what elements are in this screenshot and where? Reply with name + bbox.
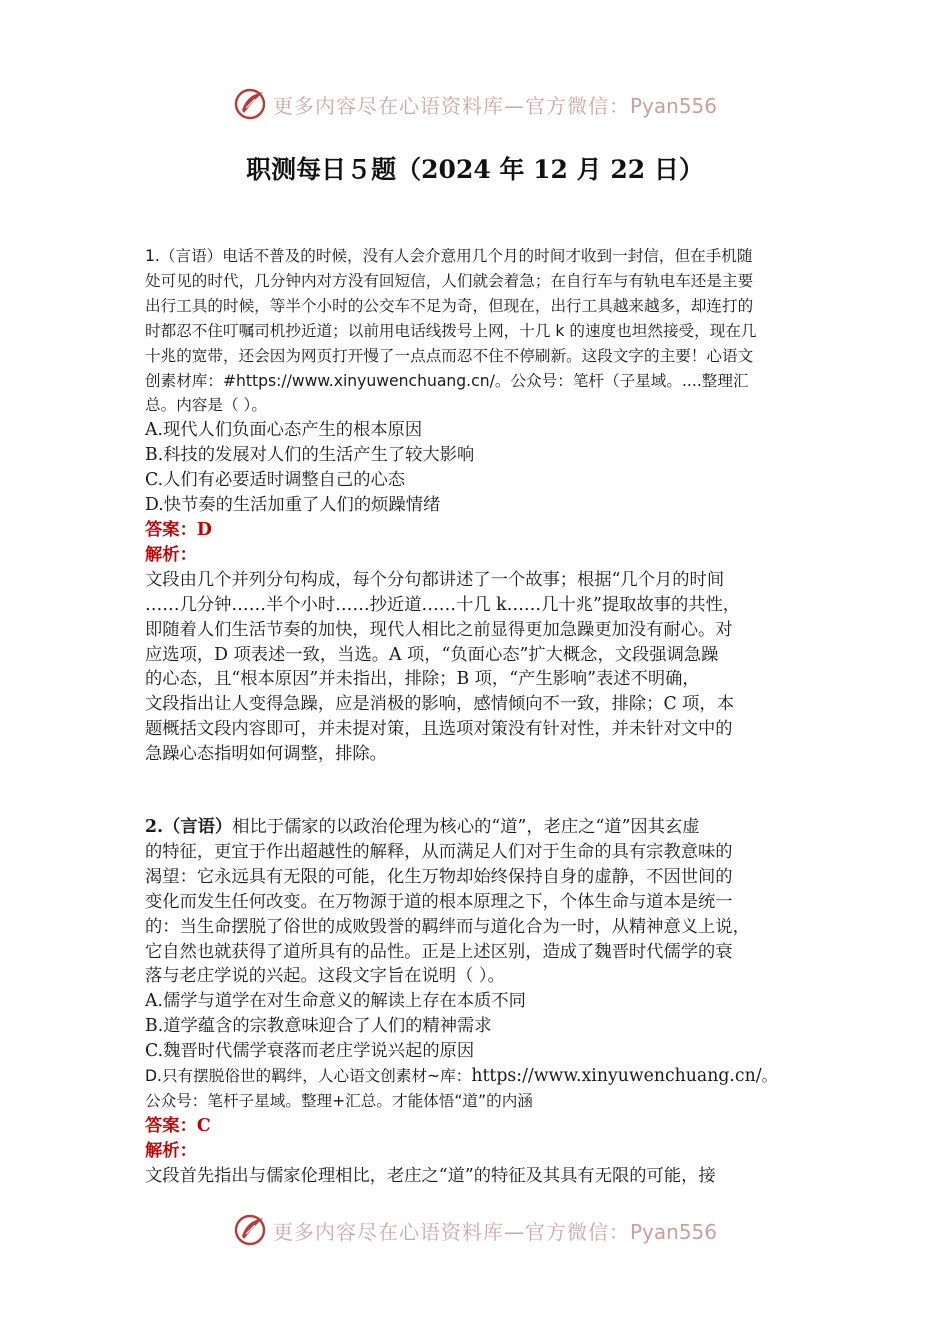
- stem-line: 变化而发生任何改变。在万物源于道的根本原理之下，个体生命与道本是统一: [145, 891, 733, 912]
- page-title: 职测每日５题（2024 年 12 月 22 日）: [246, 155, 704, 184]
- logo-icon: [233, 86, 269, 122]
- stem-line: 落与老庄学说的兴起。这段文字旨在说明（ ）。: [145, 966, 505, 987]
- banner-text: 更多内容尽在心语资料库—官方微信：Pyan556: [272, 93, 717, 118]
- stem-line: 1.（言语）电话不普及的时候，没有人会介意用几个月的时间才收到一封信，但在手机随: [145, 247, 753, 265]
- analysis-line: 的心态，且“根本原因”并未指出，排除；B 项，“产生影响”表述不明确，: [145, 669, 700, 690]
- logo-icon: [233, 1212, 269, 1248]
- stem-line: 十兆的宽带，还会因为网页打开慢了一点点而忍不住不停刷新。这段文字的主要！心语文: [145, 346, 754, 365]
- analysis-line: 即随着人们生活节奏的加快，现代人相比之前显得更加急躁更加没有耐心。对: [145, 619, 733, 640]
- option-a: A.儒学与道学在对生命意义的解读上存在本质不同: [145, 991, 526, 1012]
- analysis-line: 题概括文段内容即可，并未提对策，且选项对策没有针对性，并未针对文中的: [145, 719, 733, 740]
- question-number: 2.（言语）: [145, 817, 233, 837]
- option-d-prefix: D.只有摆脱俗世的羁绊，人心语文创素材~库：: [145, 1067, 472, 1086]
- option-b: B.道学蕴含的宗教意味迎合了人们的精神需求: [145, 1016, 492, 1037]
- stem-line: 出行工具的时候，等半个小时的公交车不足为奇，但现在，出行工具越来越多，却连打的: [145, 296, 754, 315]
- analysis-line: 文段首先指出与儒家伦理相比，老庄之“道”的特征及其具有无限的可能，接: [145, 1165, 716, 1186]
- option-d-line2: 公众号：笔杆子星域。整理+汇总。才能体悟“道”的内涵: [145, 1091, 533, 1110]
- banner-handle: Pyan556: [629, 1219, 717, 1244]
- option-d-suffix: 。: [761, 1067, 778, 1086]
- option-a: A.现代人们负面心态产生的根本原因: [145, 420, 423, 441]
- question-2: [145, 815, 811, 1189]
- option-c: C.魏晋时代儒学衰落而老庄学说兴起的原因: [145, 1041, 475, 1062]
- stem-line: 的：当生命摆脱了俗世的成败毁誉的羁绊而与道化合为一时，从精神意义上说，: [145, 916, 750, 937]
- header-banner: [0, 84, 950, 124]
- analysis-line: 文段指出让人变得急躁，应是消极的影响，感情倾向不一致，排除；C 项，本: [145, 694, 734, 715]
- option-d-url: https://www.xinyuwenchuang.cn/: [471, 1066, 762, 1087]
- banner-handle: Pyan556: [629, 93, 717, 118]
- analysis-line: 文段由几个并列分句构成，每个分句都讲述了一个故事；根据“几个月的时间: [145, 569, 725, 590]
- question-1: [145, 244, 811, 767]
- stem-line: 总。内容是（ ）。: [145, 396, 267, 415]
- stem-line: 处可见的时代，几分钟内对方没有回短信，人们就会着急；在自行车与有轨电车还是主要: [145, 271, 754, 290]
- question-2-stem-first: [145, 815, 811, 840]
- stem-line: 创素材库：#https://www.xinyuwenchuang.cn/。公众号：笔杆（子星域。....整理汇: [145, 371, 749, 390]
- banner-text: 更多内容尽在心语资料库—官方微信：Pyan556: [272, 1219, 717, 1244]
- option-b: B.科技的发展对人们的生活产生了较大影响: [145, 445, 475, 466]
- footer-banner: [0, 1210, 950, 1250]
- stem-line: 时都忍不住叮嘱司机抄近道；以前用电话线拨号上网，十几 k 的速度也坦然接受，现在几: [145, 321, 757, 340]
- analysis-line: 应选项，D 项表述一致，当选。A 项，“负面心态”扩大概念，文段强调急躁: [145, 644, 719, 665]
- answer: 答案：D: [145, 519, 212, 540]
- answer: 答案：C: [145, 1115, 211, 1136]
- stem-line: 它自然也就获得了道所具有的品性。正是上述区别，造成了魏晋时代儒学的衰: [145, 941, 733, 962]
- stem-line: 渴望：它永远具有无限的可能，化生万物却始终保持自身的虚静，不因世间的: [145, 866, 733, 887]
- stem-line: 的特征，更宜于作出超越性的解释，从而满足人们对于生命的具有宗教意味的: [145, 841, 733, 862]
- option-c: C.人们有必要适时调整自己的心态: [145, 470, 406, 491]
- analysis-line: ……几分钟……半个小时……抄近道……十几 k……几十兆”提取故事的共性，: [145, 594, 741, 615]
- question-1-stem: [145, 244, 811, 418]
- option-d: D.快节奏的生活加重了人们的烦躁情绪: [145, 495, 441, 516]
- stem-text: 相比于儒家的以政治伦理为核心的“道”，老庄之“道”因其玄虚: [232, 817, 700, 837]
- option-d: [145, 1064, 811, 1089]
- analysis-label: 解析：: [145, 1140, 197, 1161]
- analysis-line: 急躁心态指明如何调整，排除。: [145, 744, 387, 765]
- analysis-label: 解析：: [145, 544, 197, 565]
